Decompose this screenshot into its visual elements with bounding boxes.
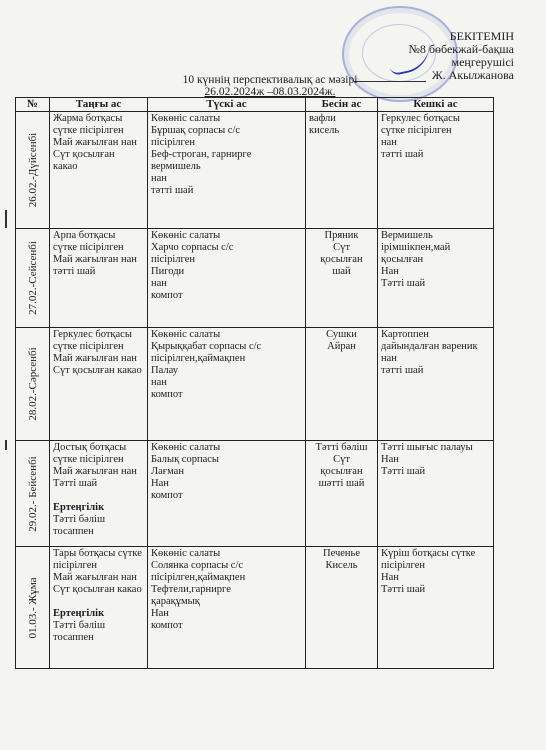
menu-title-block [160,74,380,98]
cell-line: нан [151,377,167,388]
cell-line [53,596,144,608]
cell-line: Май жағылған нан [53,353,137,364]
cell-line: Көкөніс салаты [151,329,221,340]
cell-line: тәтті шай [381,149,424,160]
cell-line: Балық сорпасы [151,454,219,465]
cell-line: пісірілген [151,254,195,265]
cell-line: Геркулес ботқасы [381,113,460,124]
cell-line: шәтті шай [318,478,365,489]
cell-line: Печенье [323,548,360,559]
table-row [16,328,494,441]
cell-line: Тәтті шай [381,278,426,289]
cell-line: Солянка сорпасы с/с [151,560,244,571]
cell-line: Тәтті бәліш [53,514,106,525]
cell-line: тәтті шай [151,185,194,196]
breakfast-cell [50,112,148,229]
cell-line: Сүт қосылған [53,149,115,160]
dinner-cell [378,229,494,328]
day-cell [16,441,50,547]
cell-line: Геркулес ботқасы [53,329,132,340]
table-header-row [16,98,494,112]
column-header-number: № [16,98,50,112]
breakfast-cell [50,547,148,669]
approve-role: меңгерушісі [451,55,514,69]
column-header-snack: Бесін ас [306,98,378,112]
cell-line: вафли [309,113,336,124]
cell-line: Беф-строган, гарнирге [151,149,252,160]
cell-line: сүтке пісірілген [381,125,452,136]
cell-line: Көкөніс салаты [151,113,221,124]
cell-line: Тәтті шығыс палауы [381,442,473,453]
cell-line: Харчо сорпасы с/с [151,242,234,253]
column-header-lunch: Түскі ас [148,98,306,112]
margin-mark [5,210,7,228]
lunch-cell [148,112,306,229]
cell-line: пісірілген [53,560,97,571]
cell-line: Сүт қосылған какао [53,365,142,376]
cell-line: Сүт [333,242,350,253]
cell-line: Тары ботқасы сүтке [53,548,142,559]
cell-line: ірімшікпен,май [381,242,451,253]
column-header-dinner: Кешкі ас [378,98,494,112]
cell-line: Тәтті шай [53,478,98,489]
cell-line: нан [151,173,167,184]
cell-line: Күріш ботқасы сүтке [381,548,476,559]
cell-line: Нан [151,478,169,489]
cell-line: пісірілген [151,137,195,148]
cell-line: Достық ботқасы [53,442,127,453]
breakfast-cell [50,441,148,547]
margin-mark [5,440,7,450]
cell-line: дайындалған вареник [381,341,478,352]
cell-line: Сүт қосылған какао [53,584,142,595]
cell-line: сүтке пісірілген [53,341,124,352]
cell-line: шай [332,266,351,277]
cell-line: нан [151,278,167,289]
cell-line: Нан [381,572,399,583]
snack-cell [306,547,378,669]
cell-line: Нан [381,266,399,277]
dinner-cell [378,441,494,547]
cell-line: кисель [309,125,340,136]
cell-line: қосылған [381,254,424,265]
cell-line: Вермишель [381,230,433,241]
day-label: 27.02.-Сейсенбі [26,241,39,315]
lunch-cell [148,328,306,441]
cell-line: Пряник [324,230,359,241]
table-row [16,112,494,229]
cell-line: Пигоди [151,266,185,277]
day-label: 28.02.-Сәрсенбі [26,347,39,421]
cell-line: Сушки [326,329,357,340]
approve-org: №8 бөбекжай-бақша [408,42,514,56]
day-label: 01.03.- Жұма [26,576,39,639]
breakfast-cell [50,229,148,328]
cell-line [53,490,144,502]
cell-line: сүтке пісірілген [53,125,124,136]
lunch-cell [148,229,306,328]
cell-line: Ертеңгілік [53,502,105,513]
cell-line: Қырыққабат сорпасы с/с [151,341,262,352]
day-label: 29.02.- Бейсенбі [26,455,39,532]
day-cell [16,328,50,441]
cell-line: Тәтті бәліш [53,620,106,631]
lunch-cell [148,441,306,547]
cell-line: вермишель [151,161,201,172]
cell-line: сүтке пісірілген [53,454,124,465]
cell-line: сүтке пісірілген [53,242,124,253]
cell-line: Тәтті бәліш [315,442,368,453]
cell-line: пісірілген [381,560,425,571]
cell-line: Арпа ботқасы [53,230,116,241]
snack-cell [306,112,378,229]
cell-line: Жарма ботқасы [53,113,123,124]
cell-line: қосылған [320,254,363,265]
lunch-cell [148,547,306,669]
dinner-cell [378,112,494,229]
day-label: 26.02.-Дүйсенбі [26,132,39,208]
cell-line: пісірілген,қаймақпен [151,353,246,364]
column-header-breakfast: Таңғы ас [50,98,148,112]
cell-line: Май жағылған нан [53,137,137,148]
cell-line: компот [151,290,183,301]
table-row [16,229,494,328]
cell-line: Нан [381,454,399,465]
cell-line: тәтті шай [381,365,424,376]
cell-line: нан [381,137,397,148]
cell-line: тәтті шай [53,266,96,277]
menu-table [15,97,494,669]
cell-line: Көкөніс салаты [151,230,221,241]
cell-line: компот [151,389,183,400]
cell-line: Картоппен [381,329,429,340]
cell-line: Бұршақ сорпасы с/с [151,125,241,136]
table-row [16,547,494,669]
cell-line: Тәтті шай [381,584,426,595]
approve-title: БЕКІТЕМІН [449,29,514,43]
approve-name: Ж. Акылжанова [431,68,514,82]
cell-line: Май жағылған нан [53,466,137,477]
cell-line: Лағман [151,466,184,477]
page-title: 10 күннің перспективалық ас мәзірі [182,74,358,86]
cell-line: Көкөніс салаты [151,442,221,453]
day-cell [16,547,50,669]
cell-line: Сүт [333,454,350,465]
breakfast-cell [50,328,148,441]
cell-line: пісірілген,қаймақпен [151,572,246,583]
cell-line: қарақұмық [151,596,200,607]
snack-cell [306,441,378,547]
cell-line: Тефтели,гарнирге [151,584,231,595]
table-row [16,441,494,547]
date-range: 26.02.2024ж –08.03.2024ж. [204,86,336,98]
cell-line: компот [151,490,183,501]
cell-line: қосылған [320,466,363,477]
cell-line: тосаппен [53,632,94,643]
cell-line: Май жағылған нан [53,572,137,583]
cell-line: Май жағылған нан [53,254,137,265]
cell-line: тосаппен [53,526,94,537]
day-cell [16,229,50,328]
cell-line: какао [53,161,78,172]
cell-line: Ертеңгілік [53,608,105,619]
snack-cell [306,229,378,328]
cell-line: Көкөніс салаты [151,548,221,559]
cell-line: Нан [151,608,169,619]
cell-line: Айран [327,341,356,352]
cell-line: Кисель [325,560,358,571]
snack-cell [306,328,378,441]
cell-line: Палау [151,365,178,376]
cell-line: нан [381,353,397,364]
dinner-cell [378,328,494,441]
dinner-cell [378,547,494,669]
cell-line: компот [151,620,183,631]
day-cell [16,112,50,229]
cell-line: Тәтті шай [381,466,426,477]
